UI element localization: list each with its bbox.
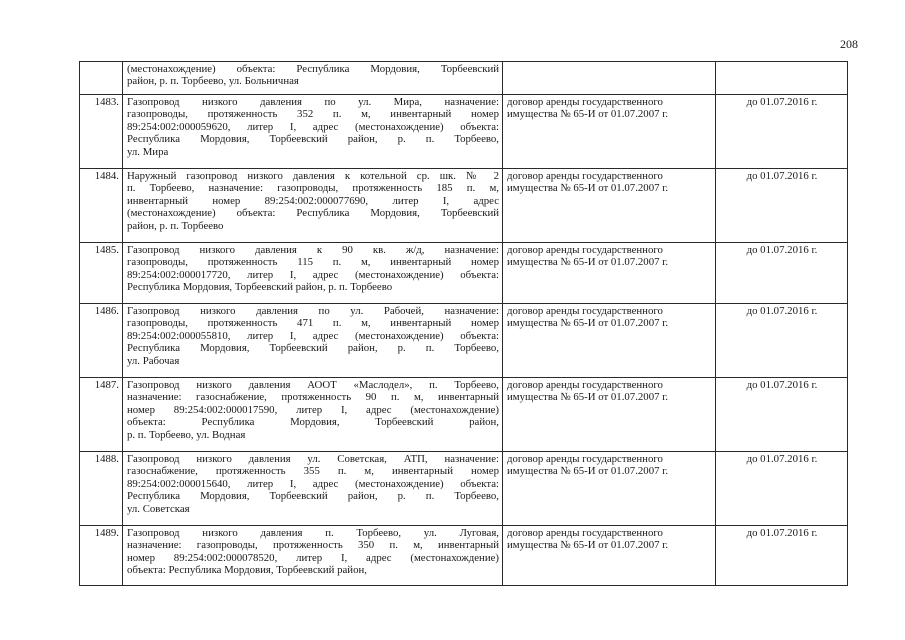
description-line: 89:254:002:000017720, литер I, адрес (местонахождение) объекта: [127, 268, 499, 281]
description-line: Газопровод низкого давления к 90 кв. ж/д, назначение: [127, 244, 499, 256]
table-row [80, 169, 848, 243]
description-line: ул. Рабочая [127, 354, 180, 367]
basis-line: договор аренды государственного [507, 96, 663, 108]
row-number-cell: 1486. [80, 304, 123, 378]
description-line: Наружный газопровод низкого давления к котельной ср. шк. № 2 [127, 170, 499, 182]
description-line: район, р. п. Торбеево [127, 219, 224, 232]
page-number: 208 [840, 37, 858, 51]
description-line: назначение: газоснабжение, протяженность 90 п. м, инвентарный [127, 391, 499, 404]
description-line: инвентарный номер 89:254:002:000077690, литер I, адрес [127, 194, 499, 207]
property-registry-table [79, 61, 848, 586]
description-line: район, р. п. Торбеево, ул. Больничная [127, 75, 299, 88]
basis-line: имущества № 65-И от 01.07.2007 г. [507, 539, 669, 552]
table-row [80, 95, 848, 169]
description-line: номер 89:254:002:000017590, литер I, адрес (местонахождение) [127, 403, 499, 416]
term-cell: до 01.07.2016 г. [716, 452, 848, 526]
description-line: Республика Мордовия, Торбеевский район, р. п. Торбеево, [127, 490, 499, 503]
object-description-cell [123, 95, 503, 169]
basis-document-cell [503, 526, 716, 586]
description-line: объекта: Республика Мордовия, Торбеевский район, [127, 564, 367, 577]
description-line: Республика Мордовия, Торбеевский район, р. п. Торбеево, [127, 133, 499, 146]
description-line: Газопровод низкого давления ул. Советская, АТП, назначение: [127, 453, 499, 465]
table-row [80, 378, 848, 452]
description-line: 89:254:002:000059620, литер I, адрес (местонахождение) объекта: [127, 120, 499, 133]
description-line: р. п. Торбеево, ул. Водная [127, 428, 246, 441]
description-line: газоснабжение, протяженность 355 п. м, инвентарный номер [127, 465, 499, 478]
row-number-cell: 1484. [80, 169, 123, 243]
term-cell: до 01.07.2016 г. [716, 243, 848, 304]
basis-line: имущества № 65-И от 01.07.2007 г. [507, 108, 669, 121]
description-line: Газопровод низкого давления п. Торбеево, ул. Луговая, [127, 527, 499, 539]
basis-line: имущества № 65-И от 01.07.2007 г. [507, 391, 669, 404]
basis-document-cell [503, 304, 716, 378]
description-line: назначение: газопроводы, протяженность 350 п. м, инвентарный [127, 539, 499, 552]
basis-document-cell [503, 378, 716, 452]
description-line: Газопровод низкого давления АООТ «Маслодел», п. Торбеево, [127, 379, 499, 391]
term-cell [716, 62, 848, 95]
table-row [80, 304, 848, 378]
row-number-cell: 1485. [80, 243, 123, 304]
basis-document-cell [503, 62, 716, 95]
term-cell: до 01.07.2016 г. [716, 304, 848, 378]
object-description-cell [123, 452, 503, 526]
basis-document-cell [503, 452, 716, 526]
description-line: Республика Мордовия, Торбеевский район, р. п. Торбеево [127, 281, 393, 294]
row-number-cell: 1483. [80, 95, 123, 169]
term-cell: до 01.07.2016 г. [716, 169, 848, 243]
basis-line: договор аренды государственного [507, 244, 663, 256]
description-line: газопроводы, протяженность 471 п. м, инвентарный номер [127, 317, 499, 330]
object-description-cell [123, 62, 503, 95]
description-line: (местонахождение) объекта: Республика Мордовия, Торбеевский [127, 63, 499, 75]
object-description-cell [123, 304, 503, 378]
table-row [80, 452, 848, 526]
description-line: ул. Советская [127, 502, 190, 515]
term-cell: до 01.07.2016 г. [716, 378, 848, 452]
basis-line: имущества № 65-И от 01.07.2007 г. [507, 182, 669, 195]
registry-table-body [80, 62, 848, 586]
table-row [80, 526, 848, 586]
basis-line: имущества № 65-И от 01.07.2007 г. [507, 465, 669, 478]
description-line: Республика Мордовия, Торбеевский район, р. п. Торбеево, [127, 342, 499, 355]
description-line: газопроводы, протяженность 352 п. м, инвентарный номер [127, 108, 499, 121]
table-row [80, 243, 848, 304]
row-number-cell [80, 62, 123, 95]
table-row [80, 62, 848, 95]
description-line: 89:254:002:000015640, литер I, адрес (местонахождение) объекта: [127, 477, 499, 490]
object-description-cell [123, 526, 503, 586]
description-line: Газопровод низкого давления по ул. Мира, назначение: [127, 96, 499, 108]
description-line: ул. Мира [127, 145, 169, 158]
basis-line: имущества № 65-И от 01.07.2007 г. [507, 256, 669, 269]
description-line: номер 89:254:002:000078520, литер I, адрес (местонахождение) [127, 551, 499, 564]
term-cell: до 01.07.2016 г. [716, 95, 848, 169]
description-line: п. Торбеево, назначение: газопроводы, протяженность 185 п. м, [127, 182, 499, 195]
description-line: (местонахождение) объекта: Республика Мордовия, Торбеевский [127, 207, 499, 220]
term-cell: до 01.07.2016 г. [716, 526, 848, 586]
basis-document-cell [503, 95, 716, 169]
row-number-cell: 1489. [80, 526, 123, 586]
basis-line: имущества № 65-И от 01.07.2007 г. [507, 317, 669, 330]
description-line: объекта: Республика Мордовия, Торбеевский район, [127, 416, 499, 429]
object-description-cell [123, 378, 503, 452]
basis-document-cell [503, 169, 716, 243]
description-line: Газопровод низкого давления по ул. Рабочей, назначение: [127, 305, 499, 317]
basis-line: договор аренды государственного [507, 170, 663, 182]
object-description-cell [123, 169, 503, 243]
basis-document-cell [503, 243, 716, 304]
basis-line: договор аренды государственного [507, 305, 663, 317]
description-line: 89:254:002:000055810, литер I, адрес (местонахождение) объекта: [127, 329, 499, 342]
basis-line: договор аренды государственного [507, 527, 663, 539]
row-number-cell: 1487. [80, 378, 123, 452]
description-line: газопроводы, протяженность 115 п. м, инвентарный номер [127, 256, 499, 269]
basis-line: договор аренды государственного [507, 453, 663, 465]
object-description-cell [123, 243, 503, 304]
row-number-cell: 1488. [80, 452, 123, 526]
basis-line: договор аренды государственного [507, 379, 663, 391]
